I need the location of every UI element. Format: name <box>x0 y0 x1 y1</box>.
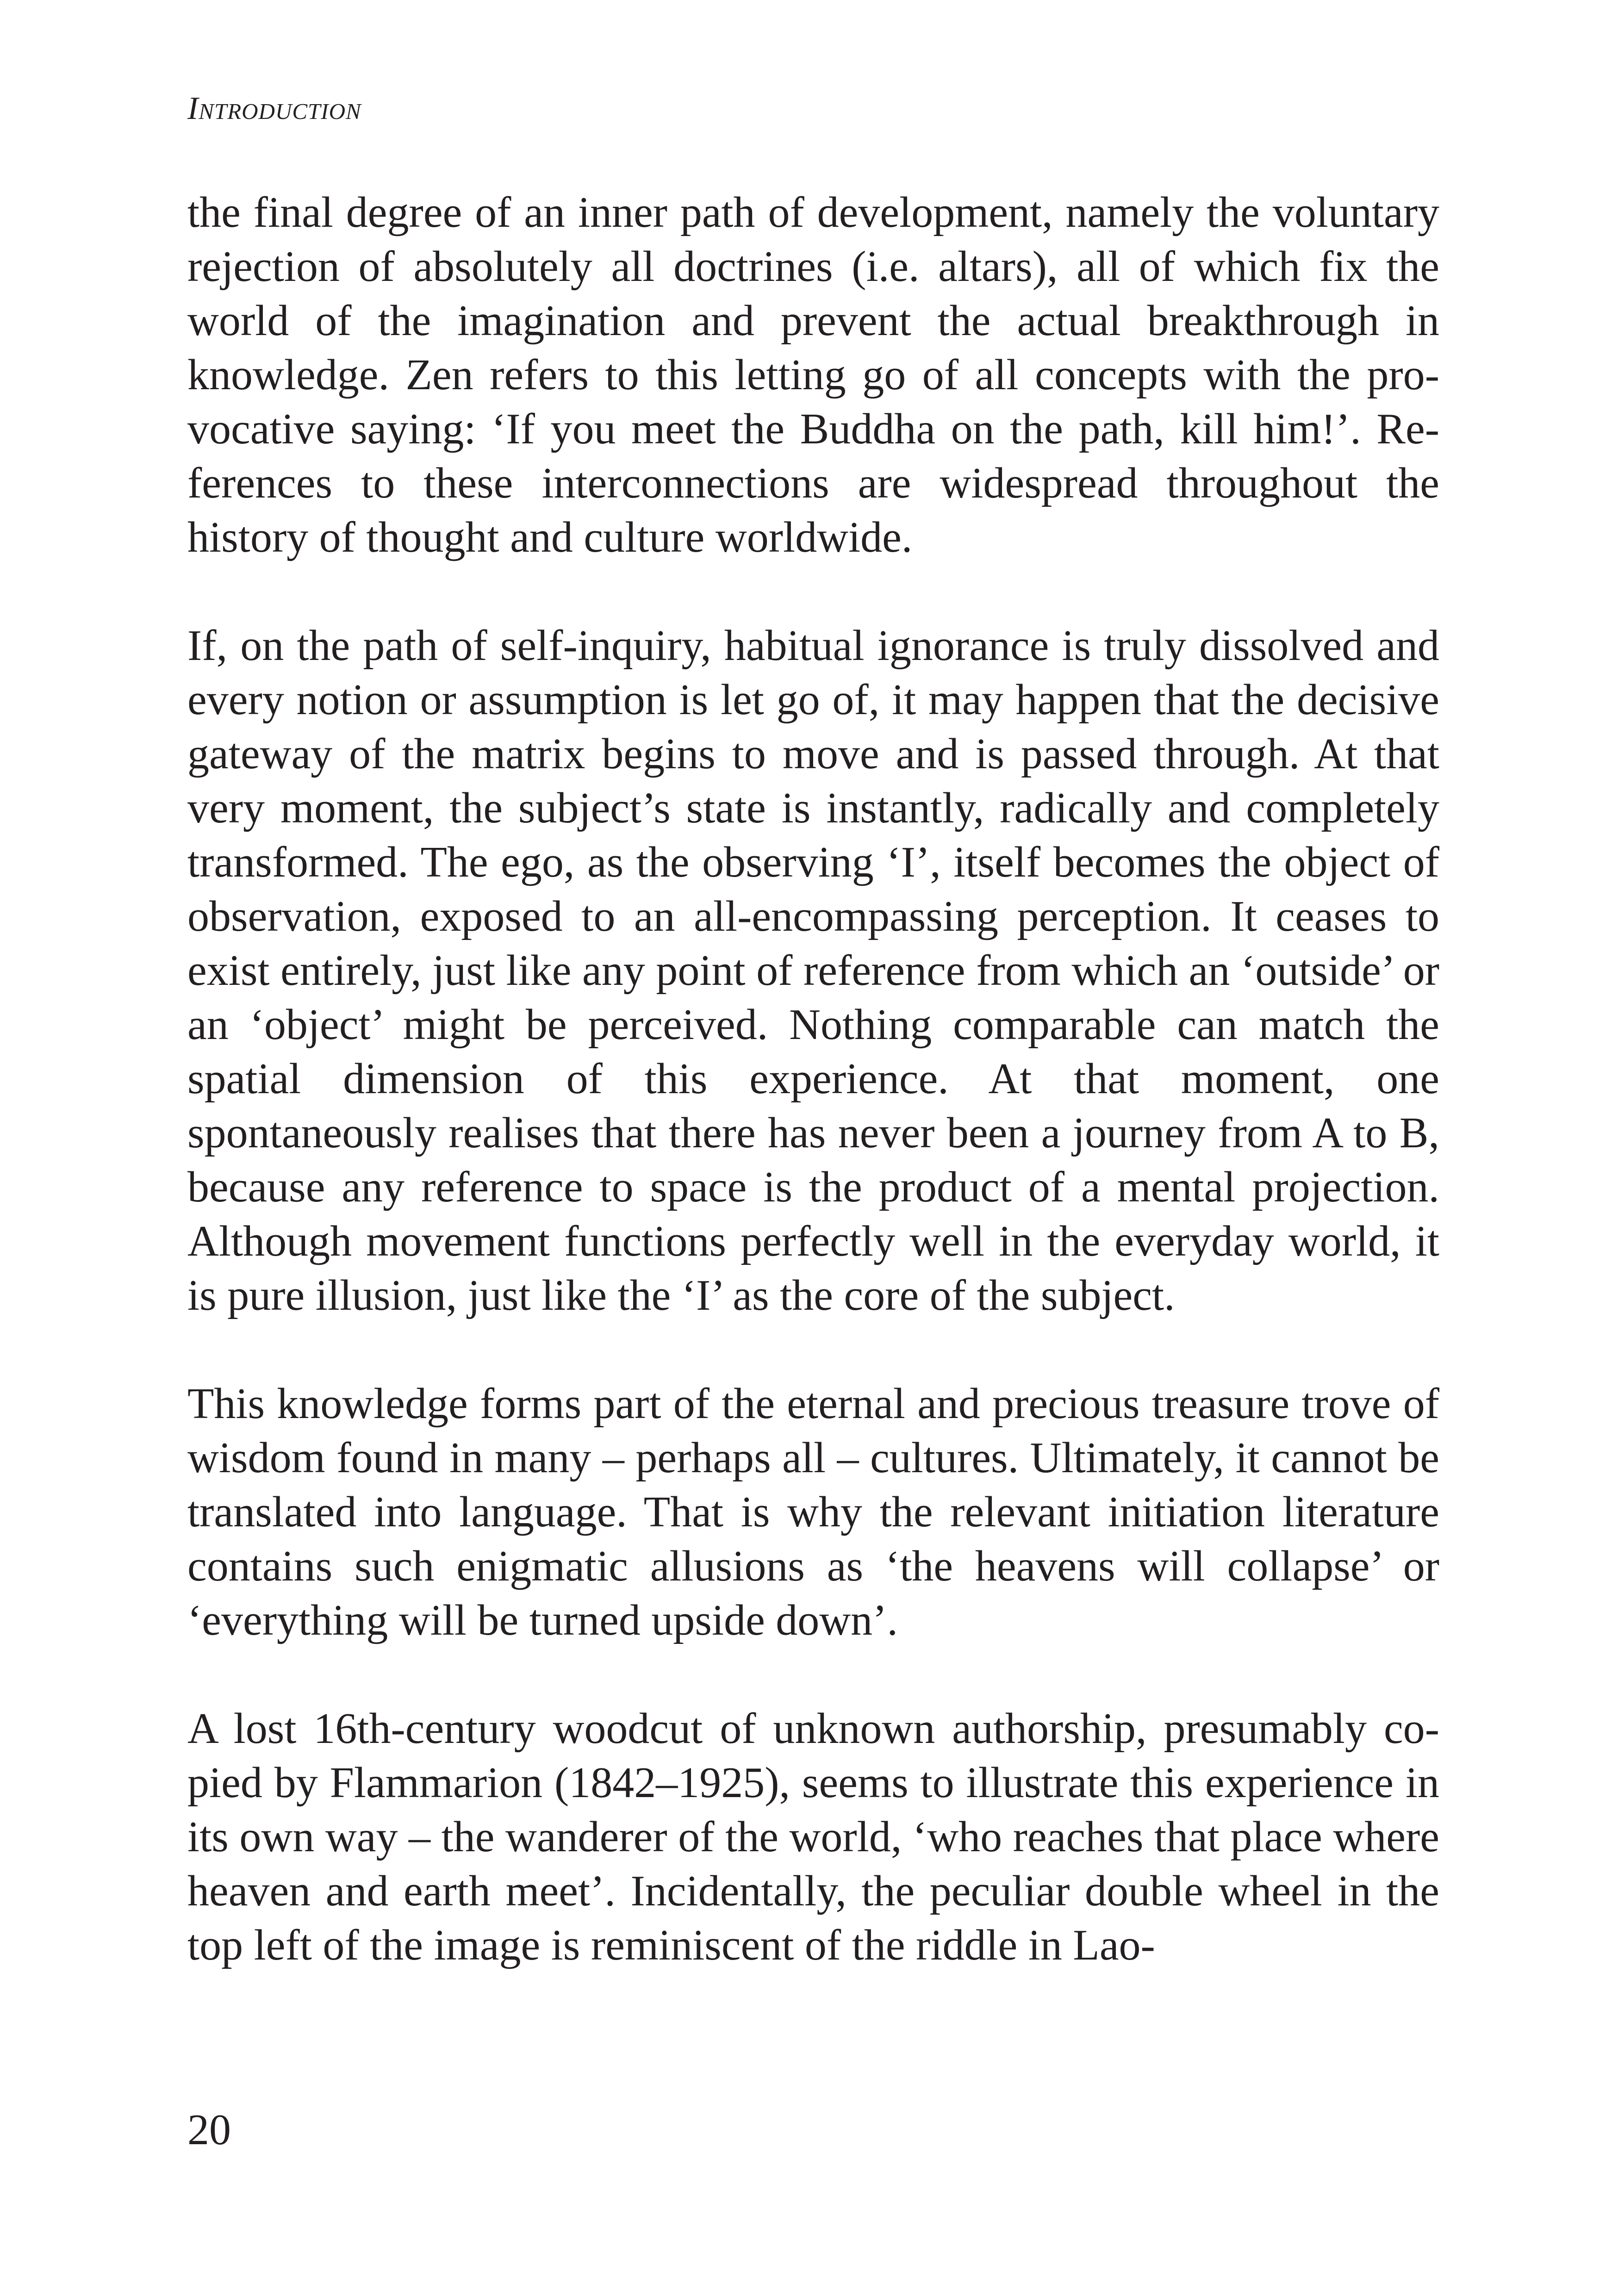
paragraph-2: If, on the path of self-inquiry, habitual ignorance is truly dissolved and every notion or assumption is let go of, it may happen that the decisive gateway of the matrix begins to move and is passed through. At that very moment, the subject’s state is instantly, radically and completely transformed. The ego, as the observing ‘I’, itself becomes the object of observation, exposed to an all-encompassing perception. It ceases to exist entirely, just like any point of reference from which an ‘outside’ or an ‘object’ might be perceived. Nothing comparable can match the spatial dimension of this experience. At that moment, one spontaneously realises that there has never been a journey from A to B, because any reference to space is the product of a mental projection. Although movement functions perfectly well in the everyday world, it is pure illusion, just like the ‘I’ as the core of the subject. <box>187 622 1439 1319</box>
paragraph-4: A lost 16th-century woodcut of unknown authorship, presumably copied by Flammarion (1842–1925), seems to illustrate this experience in its own way – the wanderer of the world, ‘who reaches that place where heaven and earth meet’. Incidentally, the peculiar double wheel in the top left of the image is reminiscent of the riddle in Lao- <box>187 1705 1439 1969</box>
paragraph-1: the final degree of an inner path of development, namely the voluntary rejection of absolutely all doctrines (i.e. altars), all of which fix the world of the imagination and prevent the actual breakthrough in knowledge. Zen refers to this letting go of all concepts with the provocative saying: ‘If you meet the Buddha on the path, kill him!’. References to these interconnections are widespread throughout the history of thought and culture worldwide. <box>187 188 1439 561</box>
body-text <box>187 186 1439 1972</box>
page-number: 20 <box>187 2106 231 2154</box>
paragraph-3: This knowledge forms part of the eternal and precious treasure trove of wisdom found in many – perhaps all – cultures. Ultimately, it cannot be translated into language. That is why the relevant initiation literature contains such enigmatic allusions as ‘the heavens will collapse’ or ‘everything will be turned upside down’. <box>187 1380 1439 1644</box>
running-head: Introduction <box>187 91 361 126</box>
